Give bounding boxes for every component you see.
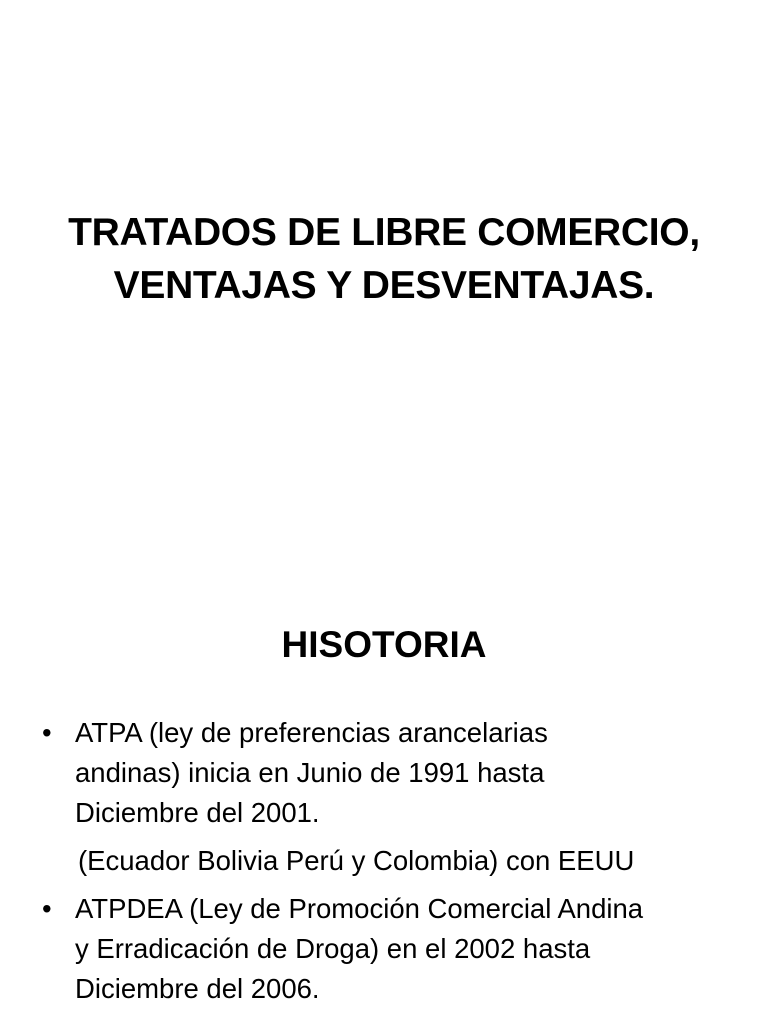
countries-note: (Ecuador Bolivia Perú y Colombia) con EEUU — [78, 845, 635, 876]
bullet-item-atpa — [40, 713, 740, 833]
cover-title — [0, 206, 768, 312]
bullet-icon: • — [42, 893, 52, 924]
cover-title-line-1: TRATADOS DE LIBRE COMERCIO, — [68, 211, 700, 254]
bullet-line: ATPDEA (Ley de Promoción Comercial Andina — [75, 893, 644, 924]
section-heading: HISOTORIA — [281, 624, 487, 665]
bullet-icon: • — [42, 717, 52, 748]
bullet-list — [40, 713, 740, 1017]
bullet-item-atpdea — [40, 889, 740, 1009]
bullet-line: Diciembre del 2006. — [75, 973, 320, 1004]
bullet-line: ATPA (ley de preferencias arancelarias — [75, 717, 548, 748]
bullet-line: Diciembre del 2001. — [75, 797, 320, 828]
slide-2 — [0, 560, 768, 1024]
bullet-line: andinas) inicia en Junio de 1991 hasta — [75, 757, 545, 788]
bullet-line: y Erradicación de Droga) en el 2002 hasta — [75, 933, 591, 964]
cover-title-line-2: VENTAJAS Y DESVENTAJAS. — [113, 264, 655, 307]
